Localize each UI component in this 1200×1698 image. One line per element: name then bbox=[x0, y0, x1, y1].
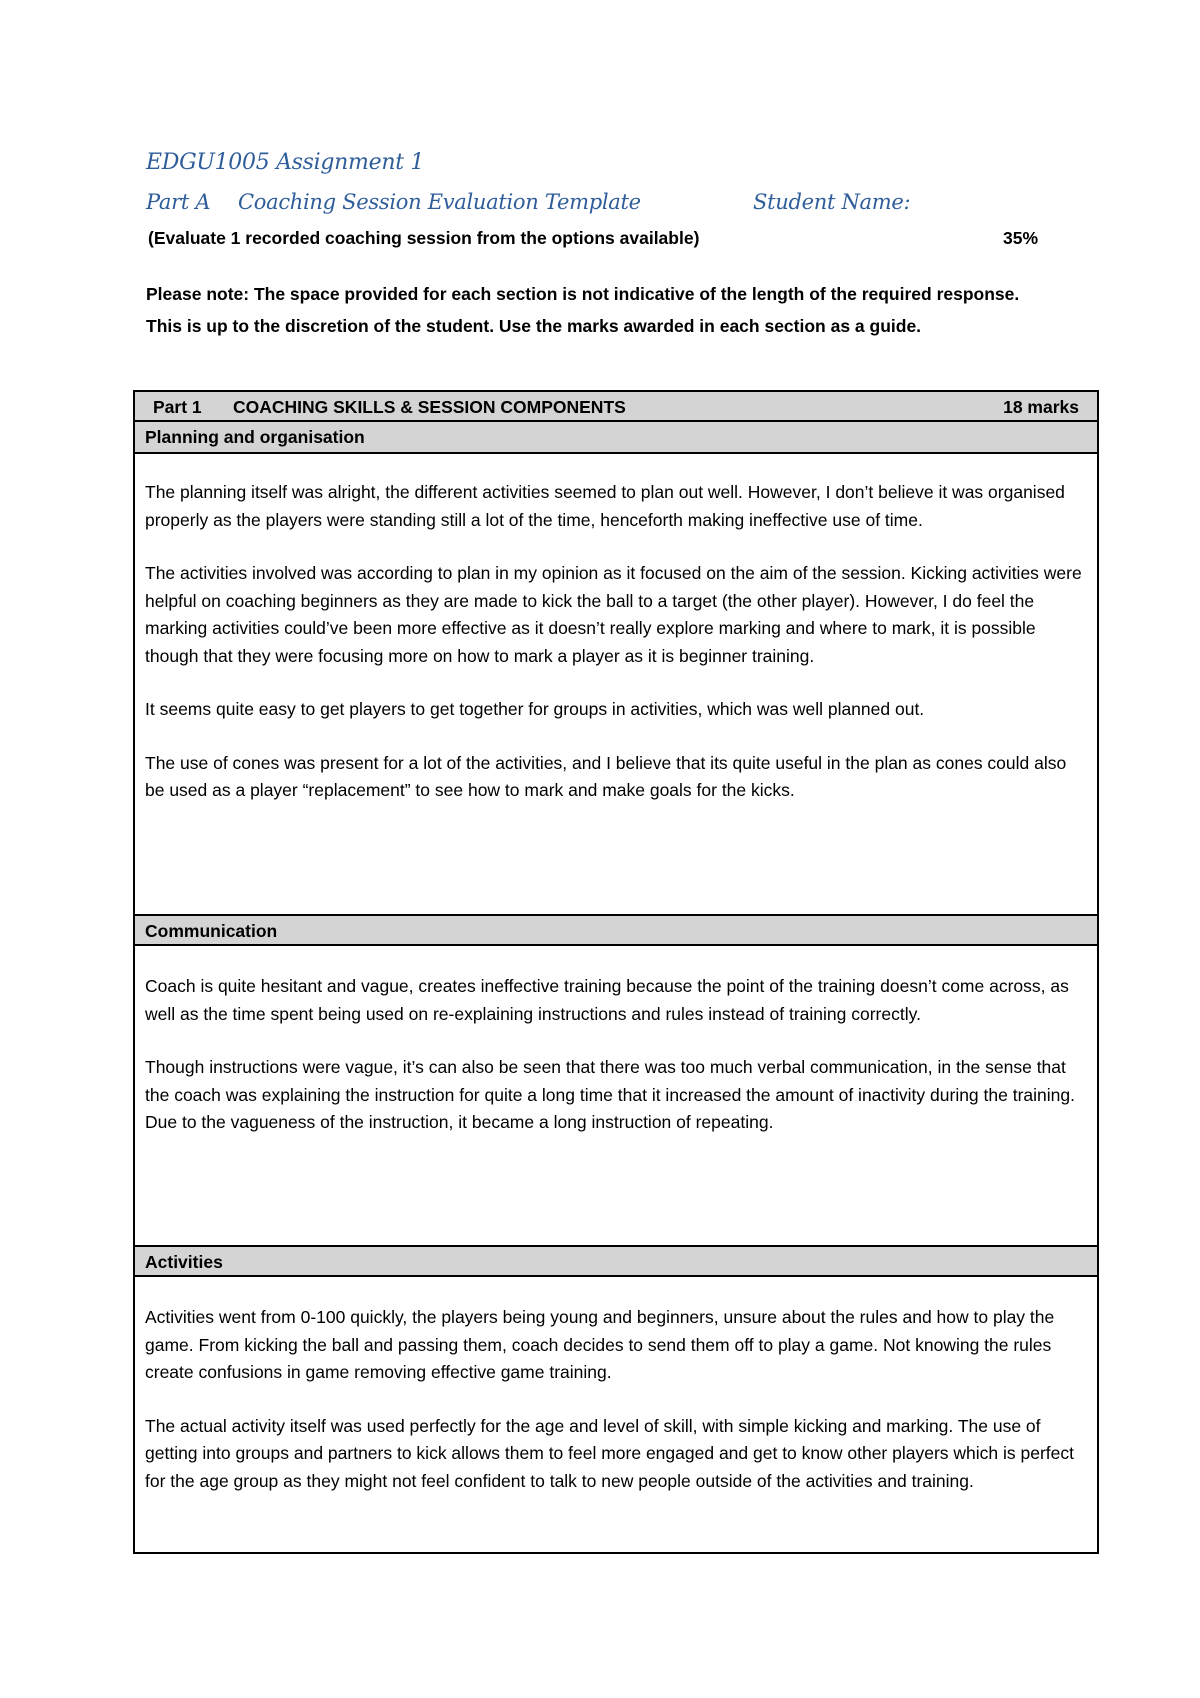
marks-label: 18 marks bbox=[1003, 397, 1079, 417]
student-name-label: Student Name: bbox=[753, 190, 911, 214]
section-body-activities bbox=[145, 1304, 1085, 1521]
evaluation-table bbox=[133, 390, 1099, 1554]
template-title: Coaching Session Evaluation Template bbox=[238, 190, 641, 214]
paragraph: It seems quite easy to get players to get together for groups in activities, which was well planned out. bbox=[145, 699, 925, 719]
evaluation-instruction: (Evaluate 1 recorded coaching session from the options available) bbox=[148, 228, 700, 248]
section-heading-activities: Activities bbox=[135, 1245, 1097, 1277]
component-title: COACHING SKILLS & SESSION COMPONENTS bbox=[233, 397, 626, 417]
part-number: Part 1 bbox=[153, 397, 202, 417]
paragraph: The activities involved was according to plan in my opinion as it focused on the aim of the session. Kicking activities were helpful on coaching beginners as they are made to kick the ball to a target (the other player). However, I do feel the marking activities could’ve been more effective as it doesn’t really explore marking and where to mark, it is possible though that they were focusing more on how to mark a player as it is beginner training. bbox=[145, 563, 1082, 666]
paragraph: Though instructions were vague, it’s can also be seen that there was too much verbal communication, in the sense that the coach was explaining the instruction for quite a long time that it increased the amount of inactivity during the training. Due to the vagueness of the instruction, it became a long instruction of repeating. bbox=[145, 1057, 1075, 1132]
assignment-title: EDGU1005 Assignment 1 bbox=[146, 150, 425, 175]
part-header-row bbox=[135, 392, 1097, 422]
section-body-planning bbox=[145, 479, 1085, 831]
part-label: Part A bbox=[146, 190, 211, 214]
paragraph: The actual activity itself was used perfectly for the age and level of skill, with simple kicking and marking. The use of getting into groups and partners to kick allows them to feel more engaged and get to know other players which is perfect for the age group as they might not feel confident to talk to new people outside of the activities and training. bbox=[145, 1415, 1074, 1491]
paragraph: Activities went from 0-100 quickly, the players being young and beginners, unsure about the rules and how to play the game. From kicking the ball and passing them, coach decides to send them off to play a game. Not knowing the rules create confusions in game removing effective game training. bbox=[145, 1307, 1055, 1382]
section-body-communication bbox=[145, 973, 1085, 1163]
please-note: Please note: The space provided for each section is not indicative of the length of the required response. This is up to the discretion of the student. Use the marks awarded in each section as a guide. bbox=[146, 284, 1020, 336]
section-heading-planning: Planning and organisation bbox=[135, 422, 1097, 454]
paragraph: The planning itself was alright, the different activities seemed to plan out well. However, I don’t believe it was organised properly as the players were standing still a lot of the time, henceforth making ineffective use of time. bbox=[145, 482, 1065, 530]
section-heading-communication: Communication bbox=[135, 914, 1097, 946]
weight-percentage: 35% bbox=[1003, 228, 1039, 248]
paragraph: Coach is quite hesitant and vague, creates ineffective training because the point of the training doesn’t come across, as well as the time spent being used on re-explaining instructions and rules instead of training correctly. bbox=[145, 976, 1069, 1024]
subtitle-row bbox=[146, 190, 910, 214]
paragraph: The use of cones was present for a lot of the activities, and I believe that its quite useful in the plan as cones could also be used as a player “replacement” to see how to mark and make goals for the kicks. bbox=[145, 752, 1067, 800]
